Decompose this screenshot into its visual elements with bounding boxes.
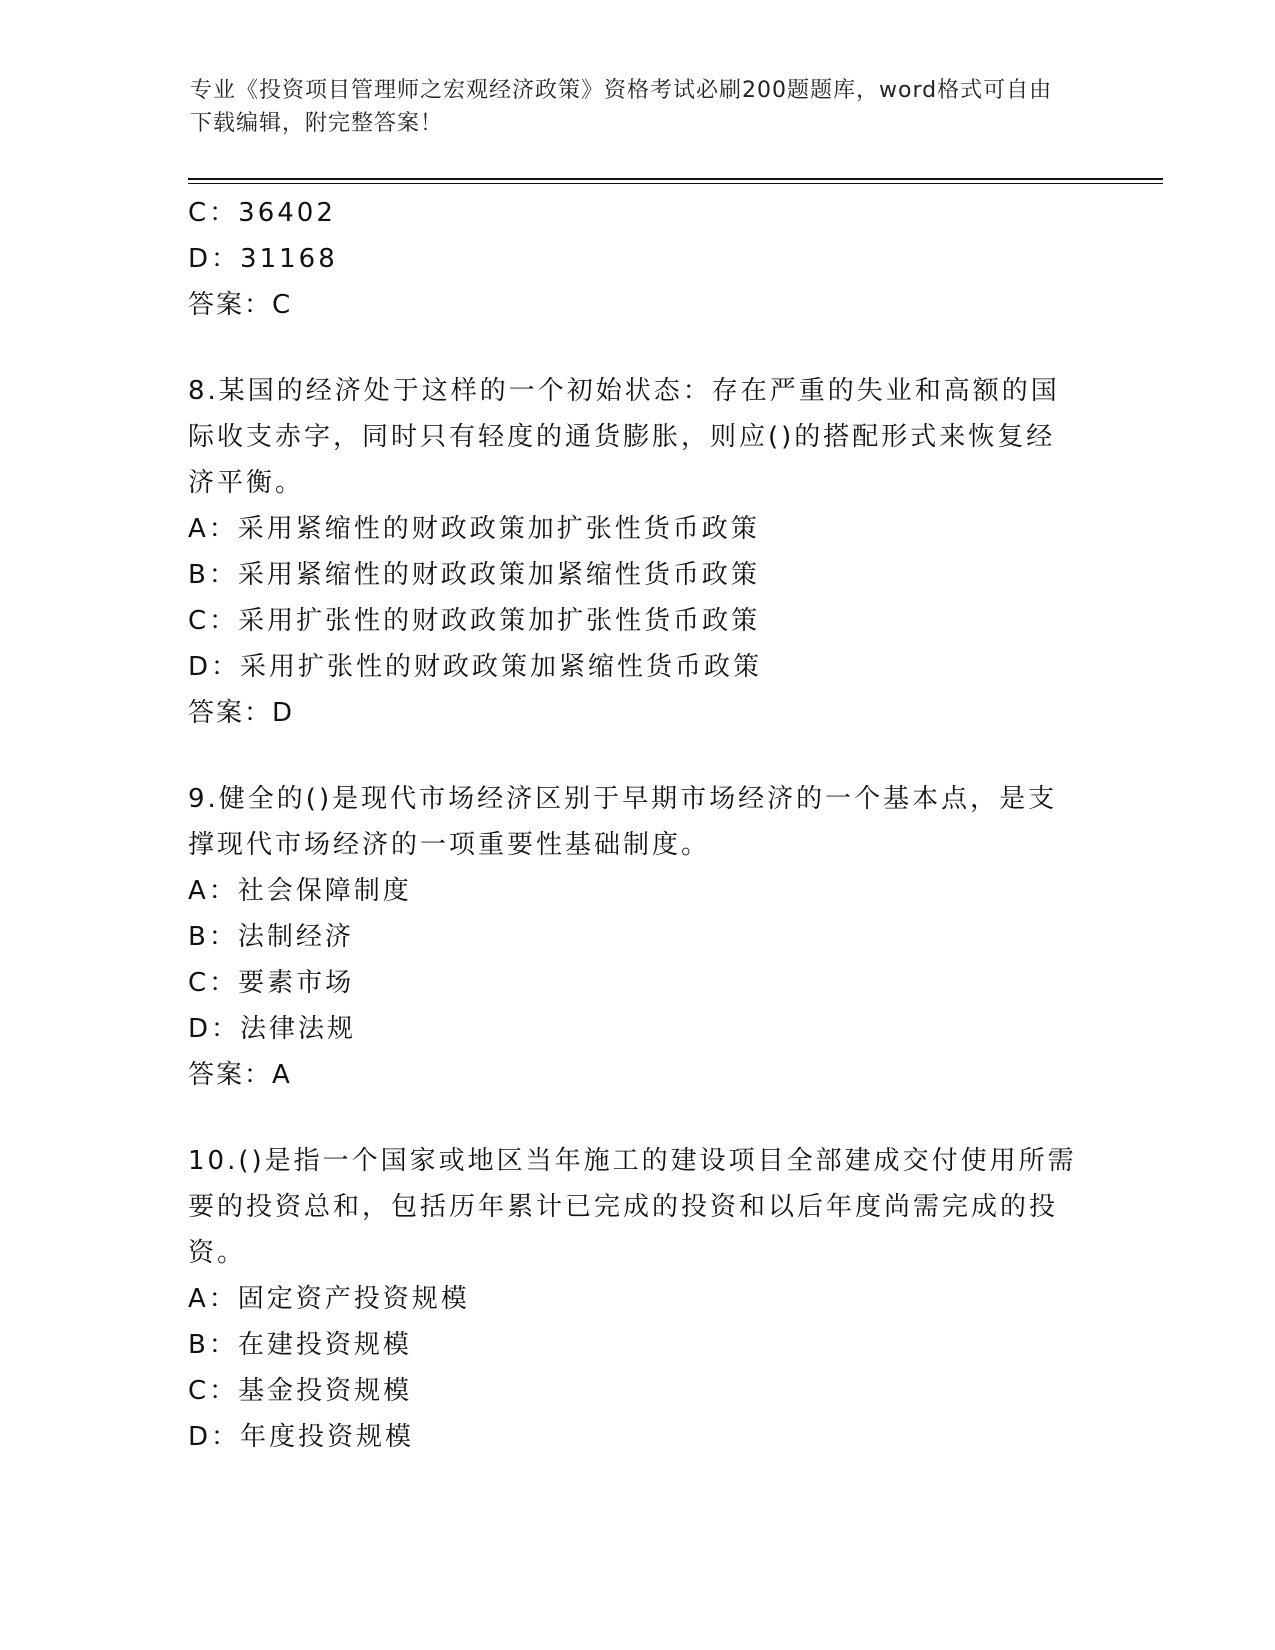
question-stem: 9.健全的()是现代市场经济区别于早期市场经济的一个基本点，是支撑现代市场经济的一项重要性基础制度。 (188, 784, 1058, 860)
option-c: C：36402 (188, 198, 336, 228)
question-block-9 (188, 776, 1088, 1098)
option-d: D：年度投资规模 (188, 1422, 415, 1452)
question-stem: 10.()是指一个国家或地区当年施工的建设项目全部建成交付使用所需要的投资总和，包括历年累计已完成的投资和以后年度尚需完成的投资。 (188, 1146, 1077, 1268)
option-c: C：采用扩张性的财政政策加扩张性货币政策 (188, 606, 761, 636)
option-c: C：要素市场 (188, 968, 355, 998)
option-d: D：采用扩张性的财政政策加紧缩性货币政策 (188, 652, 763, 682)
question-block-7 (188, 190, 1088, 328)
option-d: D：法律法规 (188, 1014, 357, 1044)
question-stem: 8.某国的经济处于这样的一个初始状态：存在严重的失业和高额的国际收支赤字，同时只有轻度的通货膨胀，则应()的搭配形式来恢复经济平衡。 (188, 376, 1060, 498)
option-b: B：法制经济 (188, 922, 354, 952)
answer-line: 答案：A (188, 1060, 292, 1090)
option-a: A：社会保障制度 (188, 876, 412, 906)
option-a: A：固定资产投资规模 (188, 1284, 470, 1314)
header-divider (188, 178, 1163, 184)
option-b: B：采用紧缩性的财政政策加紧缩性货币政策 (188, 560, 760, 590)
option-d: D：31168 (188, 244, 338, 274)
option-b: B：在建投资规模 (188, 1330, 412, 1360)
answer-line: 答案：C (188, 290, 293, 320)
option-a: A：采用紧缩性的财政政策加扩张性货币政策 (188, 514, 760, 544)
option-c: C：基金投资规模 (188, 1376, 413, 1406)
question-block-10 (188, 1138, 1088, 1460)
answer-line: 答案：D (188, 698, 295, 728)
question-block-8 (188, 368, 1088, 736)
document-body (188, 190, 1088, 1460)
page-header-text: 专业《投资项目管理师之宏观经济政策》资格考试必刷200题题库，word格式可自由下载编辑，附完整答案！ (190, 78, 1053, 136)
